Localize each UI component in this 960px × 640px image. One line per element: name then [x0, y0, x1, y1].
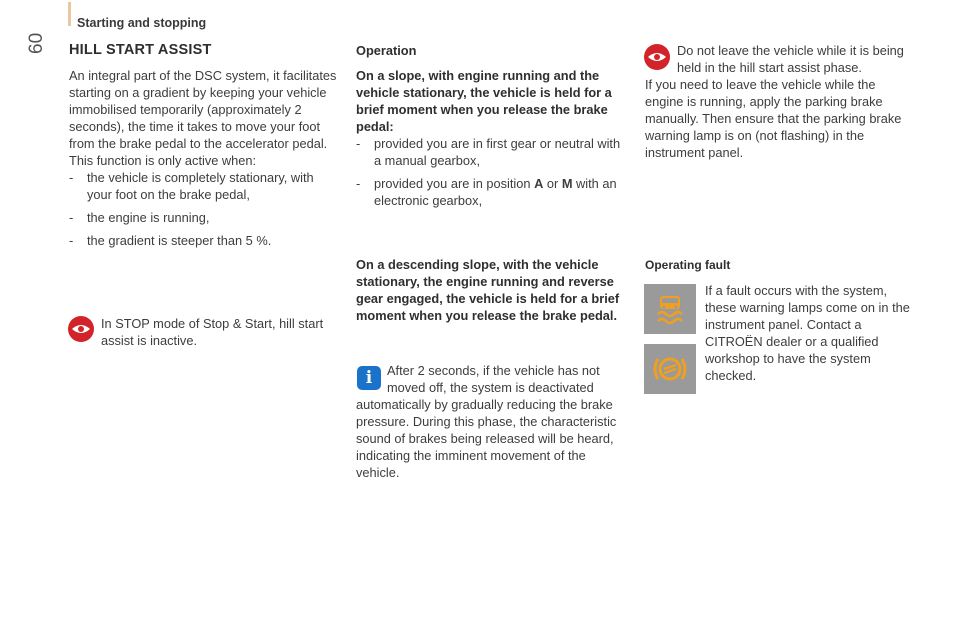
conditions-list — [69, 169, 341, 249]
page-title: HILL START ASSIST — [69, 42, 212, 58]
column-hill-start — [69, 42, 341, 255]
operating-fault-title: Operating fault — [645, 258, 731, 272]
stop-start-note: In STOP mode of Stop & Start, hill start assist is inactive. — [101, 316, 324, 348]
brake-fault-lamp-icon — [644, 344, 696, 394]
page-number: 60 — [26, 32, 47, 54]
gear-a-label: A — [534, 176, 544, 191]
leave-vehicle-warning: Do not leave the vehicle while it is being held in the hill start assist phase. — [677, 43, 904, 75]
fault-description: If a fault occurs with the system, these warning lamps come on in the instrument panel. Contact a CITROËN dealer or a qualified workshop to have the system checked. — [705, 283, 910, 383]
operation-title: Operation — [356, 43, 417, 58]
uphill-conditions-list — [356, 135, 624, 209]
list-item: - the vehicle is completely stationary, with your foot on the brake pedal, — [69, 169, 341, 203]
list-item: - provided you are in first gear or neutral with a manual gearbox, — [356, 135, 624, 169]
info-first-lines: After 2 seconds, if the vehicle has not moved off, the system is deactivated — [387, 363, 600, 395]
info-icon: i — [357, 366, 381, 390]
gear-m-label: M — [561, 176, 573, 191]
header-accent-bar — [68, 2, 71, 26]
section-header: Starting and stopping — [77, 16, 207, 30]
eye-warning-icon — [68, 316, 94, 342]
parking-brake-text: If you need to leave the vehicle while the engine is running, apply the parking brake manually. Then ensure that the parking brake warning lamp is on (not flashing) in the instrument panel. — [645, 77, 902, 160]
downhill-heading: On a descending slope, with the vehicle stationary, the engine running and reverse gear engaged, the vehicle is held for a brief moment when you release the brake pedal. — [356, 257, 620, 323]
list-item: - the gradient is steeper than 5 %. — [69, 232, 341, 249]
eye-warning-icon — [644, 44, 670, 70]
uphill-heading: On a slope, with engine running and the vehicle stationary, the vehicle is held for a brief moment when you release the brake pedal: — [356, 68, 612, 134]
list-item: - provided you are in position A or M with an electronic gearbox, — [356, 175, 624, 209]
active-when-text: This function is only active when: — [69, 153, 257, 168]
dsc-skid-lamp-icon — [644, 284, 696, 334]
info-rest: automatically by gradually reducing the brake pressure. During this phase, the characteristic sound of brakes being released will be heard, indicating the imminent movement of the vehicle. — [356, 397, 617, 480]
intro-paragraph: An integral part of the DSC system, it facilitates starting on a gradient by keeping your vehicle immobilised temporarily (approximately 2 seconds), the time it takes to move your foot from the brake pedal to the accelerator pedal. — [69, 68, 337, 151]
list-item: - the engine is running, — [69, 209, 341, 226]
column-operation — [356, 42, 624, 215]
